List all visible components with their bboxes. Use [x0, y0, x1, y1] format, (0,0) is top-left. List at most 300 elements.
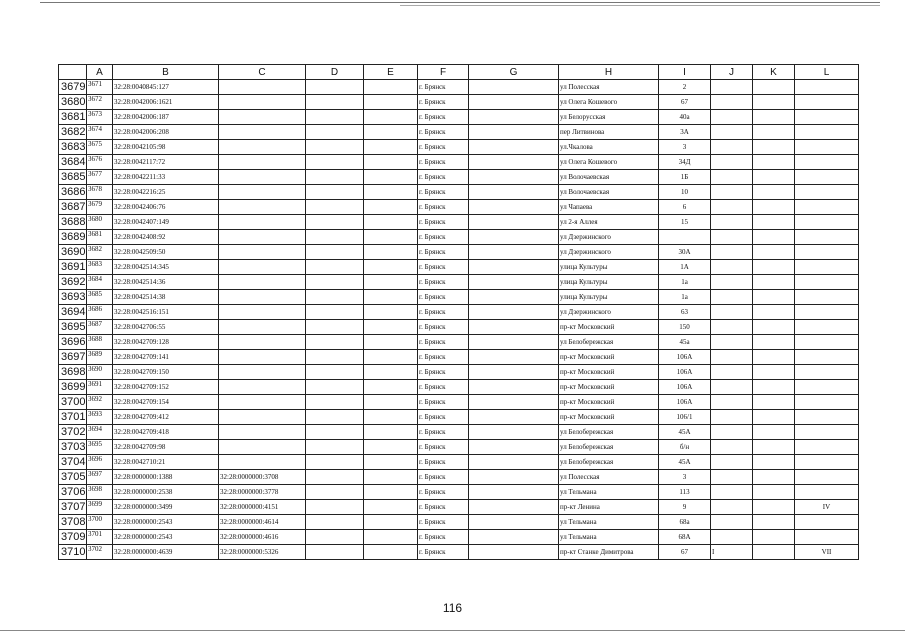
row-number: 3705: [59, 470, 87, 485]
cadastral-number-cell: 32:28:0042509:50: [113, 245, 219, 260]
cell-d: [306, 95, 364, 110]
cell-k: [753, 125, 795, 140]
cell-a: 3702: [87, 545, 113, 560]
cadastral-number-cell: 32:28:0000000:2543: [113, 530, 219, 545]
cell-k: [753, 395, 795, 410]
cell-a: 3698: [87, 485, 113, 500]
city-cell: г. Брянск: [418, 440, 469, 455]
cell-a: 3700: [87, 515, 113, 530]
city-cell: г. Брянск: [418, 305, 469, 320]
cell-a: 3675: [87, 140, 113, 155]
street-cell: ул Дзержинского: [559, 305, 659, 320]
cell-d: [306, 440, 364, 455]
city-cell: г. Брянск: [418, 500, 469, 515]
cell-j: [711, 395, 753, 410]
cell-j: [711, 200, 753, 215]
street-cell: улица Культуры: [559, 290, 659, 305]
cell-e: [364, 470, 418, 485]
table-row: [59, 380, 859, 395]
cell-d: [306, 170, 364, 185]
cell-g: [469, 290, 559, 305]
cell-d: [306, 260, 364, 275]
table-row: [59, 485, 859, 500]
cell-a: 3697: [87, 470, 113, 485]
cadastral-number-cell: 32:28:0042216:25: [113, 185, 219, 200]
cell-j: I: [711, 545, 753, 560]
cell-j: [711, 155, 753, 170]
row-number: 3685: [59, 170, 87, 185]
scan-top-rule: [40, 2, 880, 3]
cadastral-number-alt-cell: [219, 410, 306, 425]
cadastral-number-cell: 32:28:0042709:150: [113, 365, 219, 380]
cell-g: [469, 455, 559, 470]
cell-k: [753, 155, 795, 170]
cell-k: [753, 185, 795, 200]
cell-a: 3674: [87, 125, 113, 140]
column-header-b: B: [113, 65, 219, 80]
cell-g: [469, 200, 559, 215]
cell-j: [711, 110, 753, 125]
city-cell: г. Брянск: [418, 290, 469, 305]
cadastral-number-alt-cell: [219, 110, 306, 125]
street-cell: ул Белобережская: [559, 455, 659, 470]
cadastral-number-alt-cell: 32:28:0000000:4616: [219, 530, 306, 545]
city-cell: г. Брянск: [418, 230, 469, 245]
table-row: [59, 230, 859, 245]
cell-k: [753, 245, 795, 260]
cell-e: [364, 485, 418, 500]
house-number-cell: б/н: [659, 440, 711, 455]
table-row: [59, 350, 859, 365]
cell-j: [711, 125, 753, 140]
row-number: 3694: [59, 305, 87, 320]
street-cell: ул Тельмана: [559, 485, 659, 500]
cell-l: [795, 470, 859, 485]
cadastral-number-cell: 32:28:0042709:141: [113, 350, 219, 365]
table-row: [59, 170, 859, 185]
cell-g: [469, 320, 559, 335]
cadastral-number-alt-cell: [219, 365, 306, 380]
city-cell: г. Брянск: [418, 530, 469, 545]
cell-l: [795, 515, 859, 530]
house-number-cell: 2: [659, 80, 711, 95]
cell-k: [753, 95, 795, 110]
city-cell: г. Брянск: [418, 245, 469, 260]
cadastral-number-cell: 32:28:0042709:128: [113, 335, 219, 350]
cell-j: [711, 470, 753, 485]
cell-a: 3672: [87, 95, 113, 110]
cell-l: [795, 125, 859, 140]
street-cell: ул Волочаевская: [559, 185, 659, 200]
city-cell: г. Брянск: [418, 365, 469, 380]
cell-a: 3680: [87, 215, 113, 230]
cadastral-number-alt-cell: [219, 140, 306, 155]
cadastral-number-cell: 32:28:0042514:38: [113, 290, 219, 305]
house-number-cell: 106А: [659, 380, 711, 395]
cell-j: [711, 485, 753, 500]
row-number: 3691: [59, 260, 87, 275]
cadastral-number-cell: 32:28:0042006:187: [113, 110, 219, 125]
cell-l: [795, 455, 859, 470]
street-cell: пр-кт Московский: [559, 395, 659, 410]
cell-g: [469, 350, 559, 365]
cell-j: [711, 305, 753, 320]
cadastral-number-cell: 32:28:0042516:151: [113, 305, 219, 320]
table-row: [59, 260, 859, 275]
row-number: 3693: [59, 290, 87, 305]
cell-g: [469, 95, 559, 110]
cadastral-number-cell: 32:28:0042211:33: [113, 170, 219, 185]
cadastral-number-cell: 32:28:0042006:208: [113, 125, 219, 140]
cadastral-number-cell: 32:28:0000000:4639: [113, 545, 219, 560]
row-number: 3682: [59, 125, 87, 140]
cell-e: [364, 320, 418, 335]
cell-e: [364, 125, 418, 140]
cell-a: 3693: [87, 410, 113, 425]
row-number: 3708: [59, 515, 87, 530]
city-cell: г. Брянск: [418, 185, 469, 200]
cell-j: [711, 290, 753, 305]
cell-l: [795, 485, 859, 500]
table-row: [59, 200, 859, 215]
cell-e: [364, 425, 418, 440]
city-cell: г. Брянск: [418, 155, 469, 170]
cell-l: IV: [795, 500, 859, 515]
column-header-g: G: [469, 65, 559, 80]
cadastral-number-cell: 32:28:0042709:418: [113, 425, 219, 440]
cell-d: [306, 530, 364, 545]
table-row: [59, 275, 859, 290]
row-number: 3702: [59, 425, 87, 440]
cell-k: [753, 515, 795, 530]
cell-l: [795, 245, 859, 260]
cell-l: [795, 395, 859, 410]
cell-k: [753, 230, 795, 245]
cell-l: [795, 320, 859, 335]
cadastral-number-alt-cell: [219, 80, 306, 95]
house-number-cell: 68а: [659, 515, 711, 530]
row-number: 3689: [59, 230, 87, 245]
house-number-cell: 1А: [659, 260, 711, 275]
cell-k: [753, 140, 795, 155]
row-number: 3696: [59, 335, 87, 350]
row-number: 3697: [59, 350, 87, 365]
city-cell: г. Брянск: [418, 140, 469, 155]
cell-k: [753, 275, 795, 290]
city-cell: г. Брянск: [418, 485, 469, 500]
city-cell: г. Брянск: [418, 470, 469, 485]
cell-k: [753, 545, 795, 560]
cell-k: [753, 290, 795, 305]
cell-g: [469, 215, 559, 230]
cell-e: [364, 215, 418, 230]
row-number: 3684: [59, 155, 87, 170]
cell-d: [306, 230, 364, 245]
street-cell: пр-кт Станке Димитрова: [559, 545, 659, 560]
cell-k: [753, 320, 795, 335]
row-number: 3701: [59, 410, 87, 425]
cadastral-number-cell: 32:28:0042406:76: [113, 200, 219, 215]
cell-g: [469, 140, 559, 155]
column-header-k: K: [753, 65, 795, 80]
house-number-cell: 15: [659, 215, 711, 230]
house-number-cell: 10: [659, 185, 711, 200]
table-row: [59, 185, 859, 200]
cell-e: [364, 515, 418, 530]
cell-e: [364, 230, 418, 245]
city-cell: г. Брянск: [418, 260, 469, 275]
cell-d: [306, 80, 364, 95]
cell-g: [469, 335, 559, 350]
table-row: [59, 245, 859, 260]
city-cell: г. Брянск: [418, 170, 469, 185]
cell-d: [306, 245, 364, 260]
cell-a: 3687: [87, 320, 113, 335]
row-number: 3700: [59, 395, 87, 410]
city-cell: г. Брянск: [418, 350, 469, 365]
city-cell: г. Брянск: [418, 410, 469, 425]
table-row: [59, 365, 859, 380]
cell-l: [795, 95, 859, 110]
city-cell: г. Брянск: [418, 425, 469, 440]
cadastral-number-cell: 32:28:0042710:21: [113, 455, 219, 470]
street-cell: ул Белобережская: [559, 440, 659, 455]
cell-a: 3701: [87, 530, 113, 545]
scan-top-rule-secondary: [400, 5, 880, 6]
cell-a: 3679: [87, 200, 113, 215]
cadastral-number-cell: 32:28:0042117:72: [113, 155, 219, 170]
cadastral-number-alt-cell: [219, 200, 306, 215]
cell-e: [364, 350, 418, 365]
cell-l: [795, 260, 859, 275]
street-cell: ул 2-я Аллея: [559, 215, 659, 230]
row-number: 3709: [59, 530, 87, 545]
city-cell: г. Брянск: [418, 515, 469, 530]
cell-j: [711, 275, 753, 290]
house-number-cell: 106А: [659, 365, 711, 380]
cell-d: [306, 365, 364, 380]
street-cell: ул Белобережская: [559, 335, 659, 350]
table-row: [59, 440, 859, 455]
cadastral-number-cell: 32:28:0042709:152: [113, 380, 219, 395]
table-row: [59, 335, 859, 350]
cell-d: [306, 470, 364, 485]
cell-e: [364, 365, 418, 380]
row-number: 3695: [59, 320, 87, 335]
row-number: 3699: [59, 380, 87, 395]
cell-l: [795, 410, 859, 425]
row-number: 3707: [59, 500, 87, 515]
table-row: [59, 140, 859, 155]
column-header-a: A: [87, 65, 113, 80]
cell-j: [711, 380, 753, 395]
cell-a: 3673: [87, 110, 113, 125]
cell-e: [364, 455, 418, 470]
house-number-cell: 150: [659, 320, 711, 335]
cell-e: [364, 545, 418, 560]
cadastral-number-cell: 32:28:0042407:149: [113, 215, 219, 230]
house-number-cell: 6: [659, 200, 711, 215]
street-cell: ул Полесская: [559, 470, 659, 485]
street-cell: улица Культуры: [559, 260, 659, 275]
city-cell: г. Брянск: [418, 80, 469, 95]
cadastral-number-alt-cell: [219, 275, 306, 290]
street-cell: ул Олега Кошевого: [559, 95, 659, 110]
cell-k: [753, 365, 795, 380]
cadastral-number-alt-cell: 32:28:0000000:5326: [219, 545, 306, 560]
cadastral-number-alt-cell: [219, 335, 306, 350]
cadastral-number-alt-cell: 32:28:0000000:3708: [219, 470, 306, 485]
city-cell: г. Брянск: [418, 380, 469, 395]
cell-a: 3686: [87, 305, 113, 320]
cell-g: [469, 545, 559, 560]
cell-a: 3683: [87, 260, 113, 275]
cell-d: [306, 545, 364, 560]
cell-j: [711, 215, 753, 230]
city-cell: г. Брянск: [418, 335, 469, 350]
cell-a: 3694: [87, 425, 113, 440]
cell-d: [306, 410, 364, 425]
house-number-cell: 3: [659, 470, 711, 485]
cell-a: 3681: [87, 230, 113, 245]
cell-a: 3692: [87, 395, 113, 410]
cell-a: 3682: [87, 245, 113, 260]
street-cell: ул Дзержинского: [559, 245, 659, 260]
city-cell: г. Брянск: [418, 215, 469, 230]
cell-g: [469, 440, 559, 455]
cell-l: [795, 215, 859, 230]
city-cell: г. Брянск: [418, 275, 469, 290]
column-header-row: [59, 65, 859, 80]
cell-g: [469, 155, 559, 170]
house-number-cell: 106/1: [659, 410, 711, 425]
cell-e: [364, 170, 418, 185]
cell-e: [364, 245, 418, 260]
cell-j: [711, 425, 753, 440]
cell-d: [306, 320, 364, 335]
cell-k: [753, 530, 795, 545]
cell-g: [469, 110, 559, 125]
cell-a: 3691: [87, 380, 113, 395]
table-body: [59, 80, 859, 560]
cell-g: [469, 425, 559, 440]
cell-d: [306, 485, 364, 500]
cadastral-number-alt-cell: [219, 395, 306, 410]
cell-d: [306, 425, 364, 440]
table-row: [59, 410, 859, 425]
cell-l: [795, 140, 859, 155]
cadastral-number-alt-cell: [219, 425, 306, 440]
cell-e: [364, 95, 418, 110]
cadastral-number-alt-cell: [219, 185, 306, 200]
cell-l: [795, 290, 859, 305]
table-row: [59, 515, 859, 530]
table-row: [59, 455, 859, 470]
cadastral-number-cell: 32:28:0000000:2543: [113, 515, 219, 530]
cell-a: 3689: [87, 350, 113, 365]
cell-g: [469, 275, 559, 290]
cell-j: [711, 515, 753, 530]
cell-j: [711, 260, 753, 275]
cell-d: [306, 515, 364, 530]
cell-a: 3677: [87, 170, 113, 185]
cadastral-number-cell: 32:28:0000000:1388: [113, 470, 219, 485]
street-cell: ул Белорусская: [559, 110, 659, 125]
cell-l: [795, 275, 859, 290]
cell-a: 3684: [87, 275, 113, 290]
cell-l: [795, 80, 859, 95]
street-cell: пр-кт Московский: [559, 365, 659, 380]
cell-g: [469, 260, 559, 275]
table-row: [59, 305, 859, 320]
cell-j: [711, 170, 753, 185]
cell-k: [753, 440, 795, 455]
cell-d: [306, 380, 364, 395]
row-number: 3686: [59, 185, 87, 200]
row-number: 3704: [59, 455, 87, 470]
cell-a: 3699: [87, 500, 113, 515]
cell-j: [711, 440, 753, 455]
cell-g: [469, 125, 559, 140]
cell-e: [364, 395, 418, 410]
street-cell: ул Волочаевская: [559, 170, 659, 185]
cadastral-number-cell: 32:28:0000000:3499: [113, 500, 219, 515]
street-cell: пр-кт Московский: [559, 380, 659, 395]
cell-k: [753, 170, 795, 185]
cell-e: [364, 305, 418, 320]
cadastral-number-alt-cell: [219, 155, 306, 170]
street-cell: улица Культуры: [559, 275, 659, 290]
cell-g: [469, 185, 559, 200]
cell-d: [306, 455, 364, 470]
cadastral-number-cell: 32:28:0042709:98: [113, 440, 219, 455]
house-number-cell: 34Д: [659, 155, 711, 170]
column-header-e: E: [364, 65, 418, 80]
cell-g: [469, 365, 559, 380]
cell-k: [753, 335, 795, 350]
row-number: 3692: [59, 275, 87, 290]
row-number: 3679: [59, 80, 87, 95]
house-number-cell: 3: [659, 140, 711, 155]
cell-d: [306, 125, 364, 140]
cell-a: 3690: [87, 365, 113, 380]
cell-d: [306, 155, 364, 170]
table-row: [59, 215, 859, 230]
cell-k: [753, 80, 795, 95]
street-cell: пр-кт Московский: [559, 320, 659, 335]
table-row: [59, 545, 859, 560]
cadastral-number-cell: 32:28:0000000:2538: [113, 485, 219, 500]
street-cell: ул Дзержинского: [559, 230, 659, 245]
street-cell: ул.Чкалова: [559, 140, 659, 155]
cell-g: [469, 230, 559, 245]
cadastral-number-alt-cell: [219, 230, 306, 245]
house-number-cell: 9: [659, 500, 711, 515]
cell-g: [469, 245, 559, 260]
column-header-f: F: [418, 65, 469, 80]
cell-e: [364, 140, 418, 155]
row-number: 3683: [59, 140, 87, 155]
cell-k: [753, 455, 795, 470]
cell-j: [711, 245, 753, 260]
cell-d: [306, 350, 364, 365]
cadastral-number-alt-cell: [219, 380, 306, 395]
cell-g: [469, 395, 559, 410]
cadastral-number-alt-cell: [219, 305, 306, 320]
row-number: 3710: [59, 545, 87, 560]
cell-d: [306, 335, 364, 350]
cell-l: [795, 350, 859, 365]
